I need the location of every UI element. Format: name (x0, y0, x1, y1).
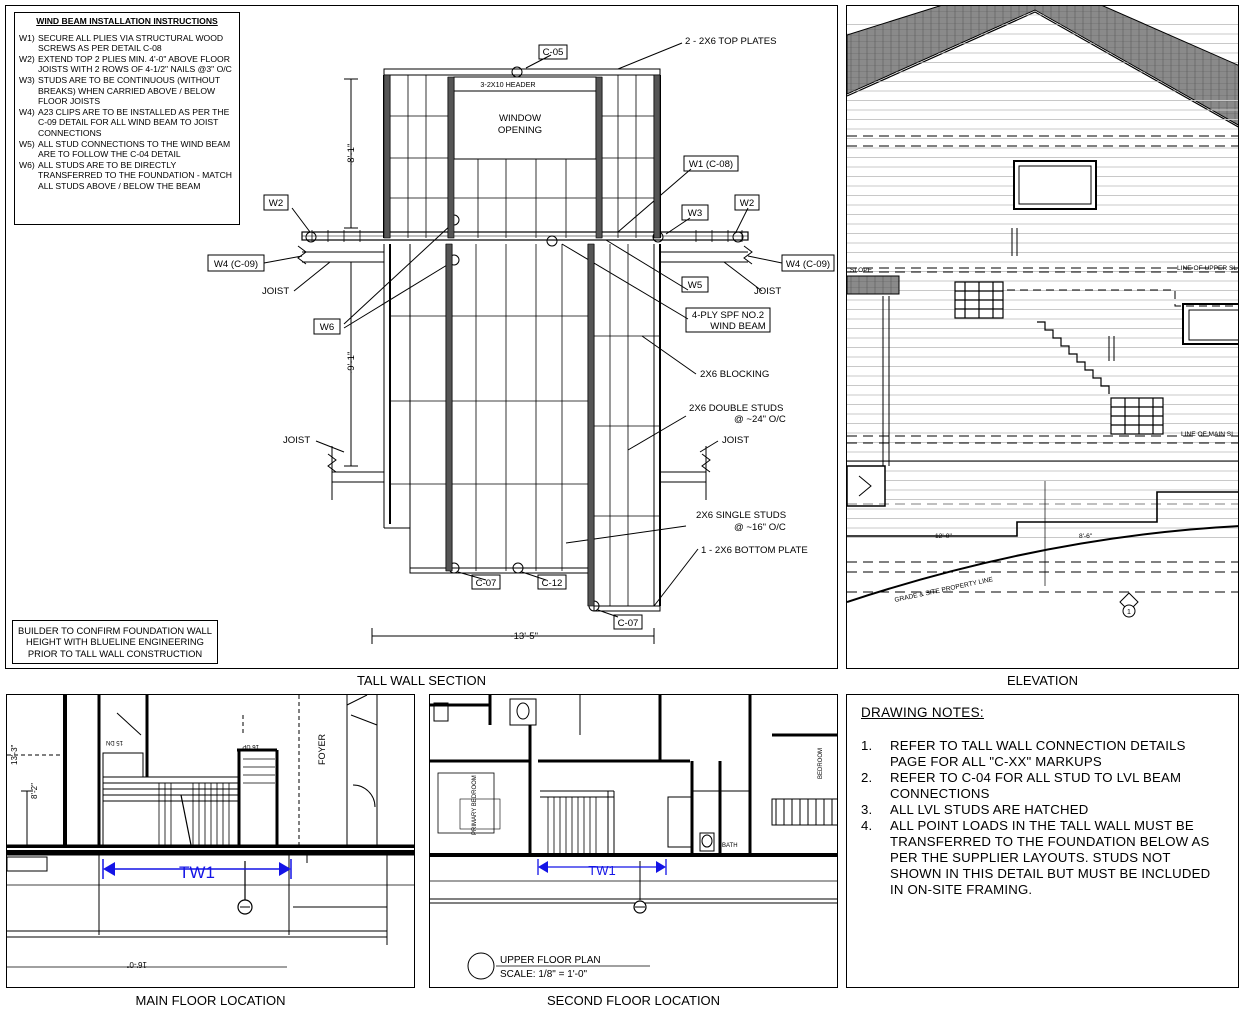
foyer-label: FOYER (317, 733, 327, 765)
tw1-second-label: TW1 (588, 863, 616, 878)
w6-label: W6 (319, 322, 335, 333)
header-label: 3-2X10 HEADER (480, 80, 536, 89)
elevation-marker: 1 (1127, 609, 1131, 616)
joist-left-lower: JOIST (283, 435, 311, 446)
instruction-item: W2) EXTEND TOP 2 PLIES MIN. 4'-0" ABOVE FLOOR JOISTS WITH 2 ROWS OF 4-1/2" NAILS @3" O/C (19, 53, 232, 75)
joist-right-lower: JOIST (722, 435, 750, 446)
lower-height-dimension: ~9'-1" (346, 351, 357, 377)
upper-floor-plan-scale: SCALE: 1/8" = 1'-0" (500, 969, 588, 980)
double-studs-label-1: 2X6 DOUBLE STUDS (689, 403, 784, 414)
second-floor-caption: SECOND FLOOR LOCATION (546, 993, 721, 1008)
builder-note: BUILDER TO CONFIRM FOUNDATION WALL HEIGHT WITH BLUELINE ENGINEERING PRIOR TO TALL WALL CONSTRUCTION (12, 620, 218, 664)
w2-right-label: W2 (739, 198, 755, 209)
wind-beam-label-1: 4-PLY SPF NO.2 (691, 310, 765, 321)
instruction-item: W3) STUDS ARE TO BE CONTINUOUS (WITHOUT BREAKS) WHEN CARRIED ABOVE / BELOW FLOOR JOISTS (19, 74, 220, 107)
w5-label: W5 (687, 280, 703, 291)
upper-height-dimension: ~8'-1" (346, 143, 357, 169)
single-studs-label-1: 2X6 SINGLE STUDS (696, 510, 787, 521)
w3-label: W3 (687, 208, 703, 219)
c07-left-label: C-07 (475, 578, 497, 589)
stair-down: 15 DN (105, 739, 123, 745)
instruction-item: W6) ALL STUDS ARE TO BE DIRECTLY TRANSFERRED TO THE FOUNDATION - MATCH ALL STUDS ABOVE / BELOW THE BEAM (19, 159, 233, 191)
window-label-1: WINDOW (498, 113, 542, 124)
wind-beam (302, 232, 748, 240)
wind-beam-instructions (14, 12, 240, 225)
w2-left-label: W2 (268, 198, 284, 209)
tall-wall-section-panel (5, 5, 838, 669)
w4-left-label: W4 (C-09) (213, 259, 259, 270)
upper-floor-plan-title: UPPER FLOOR PLAN (500, 955, 601, 966)
second-floor-plan (430, 695, 838, 988)
bottom-plate-label: 1 - 2X6 BOTTOM PLATE (701, 545, 808, 556)
drawing-notes-panel (846, 694, 1239, 988)
stair-up: 16 UP (242, 743, 259, 749)
elevation-panel (846, 5, 1239, 669)
bedroom-label: BEDROOM (818, 747, 824, 779)
drawing-notes-title: DRAWING NOTES: (861, 705, 984, 720)
blocking-label: 2X6 BLOCKING (700, 369, 770, 380)
w1-label: W1 (C-08) (688, 159, 734, 170)
dim-12: 12'-0" (935, 533, 952, 540)
drawing-note: 1. REFER TO TALL WALL CONNECTION DETAILS PAGE FOR ALL "C-XX" MARKUPS (861, 738, 1186, 769)
c05-label: C-05 (542, 47, 564, 58)
bath-label: BATH (722, 843, 738, 849)
grade-label: GRADE & SITE PROPERTY LINE (893, 576, 994, 604)
main-floor-caption: MAIN FLOOR LOCATION (135, 993, 286, 1008)
c07-right-label: C-07 (617, 618, 639, 629)
elevation-caption: ELEVATION (1006, 673, 1079, 688)
w4-right-label: W4 (C-09) (785, 259, 831, 270)
slope-label: SLOPE (850, 267, 872, 274)
primary-bedroom-label: PRIMARY BEDROOM (472, 775, 478, 835)
dim-c: 16'-0" (126, 960, 147, 969)
instruction-item: W1) SECURE ALL PLIES VIA STRUCTURAL WOOD SCREWS AS PER DETAIL C-08 (19, 32, 224, 54)
instruction-item: W4) A23 CLIPS ARE TO BE INSTALLED AS PER THE C-09 DETAIL FOR ALL WIND BEAM TO JOIST CONNECTIONS (19, 106, 230, 138)
joist-left-upper: JOIST (262, 286, 290, 297)
joist-right-upper: JOIST (754, 286, 782, 297)
main-line-label: LINE OF MAIN SL (1181, 431, 1235, 438)
drawing-note: 2. REFER TO C-04 FOR ALL STUD TO LVL BEAM CONNECTIONS (861, 770, 1182, 801)
double-studs-label-2: @ ~24" O/C (734, 414, 786, 425)
upper-line-label: LINE OF UPPER SL (1177, 265, 1238, 272)
dim-8: 8'-6" (1079, 533, 1093, 540)
drawing-note: 3. ALL LVL STUDS ARE HATCHED (861, 802, 1089, 817)
instructions-title: WIND BEAM INSTALLATION INSTRUCTIONS (36, 16, 218, 26)
instruction-item: W5) ALL STUD CONNECTIONS TO THE WIND BEAM ARE TO FOLLOW THE C-04 DETAIL (19, 138, 231, 160)
width-dimension: ~13'-5" (507, 631, 539, 642)
elevation-drawing (847, 6, 1239, 669)
top-plates-label: 2 - 2X6 TOP PLATES (685, 36, 777, 47)
dim-b: 8'-2" (30, 783, 39, 799)
single-studs-label-2: @ ~16" O/C (734, 522, 786, 533)
window-label-2: OPENING (497, 125, 543, 136)
tall-wall-section-caption: TALL WALL SECTION (356, 673, 487, 688)
wind-beam-label-2: WIND BEAM (710, 321, 766, 332)
main-floor-panel (6, 694, 415, 988)
second-floor-panel (429, 694, 838, 988)
drawing-note: 4. ALL POINT LOADS IN THE TALL WALL MUST BE TRANSFERRED TO THE FOUNDATION BELOW AS PER THE SUPPLIER LAYOUTS. STUDS NOT SHOWN IN THIS DETAIL BUT MUST BE INCLUDED IN ON-SITE FRAMING. (861, 818, 1211, 897)
top-plates (384, 69, 660, 75)
c12-label: C-12 (541, 578, 563, 589)
dim-a: 13'-3" (10, 744, 19, 765)
tw1-main-label: TW1 (179, 863, 215, 882)
main-floor-plan (7, 695, 415, 988)
